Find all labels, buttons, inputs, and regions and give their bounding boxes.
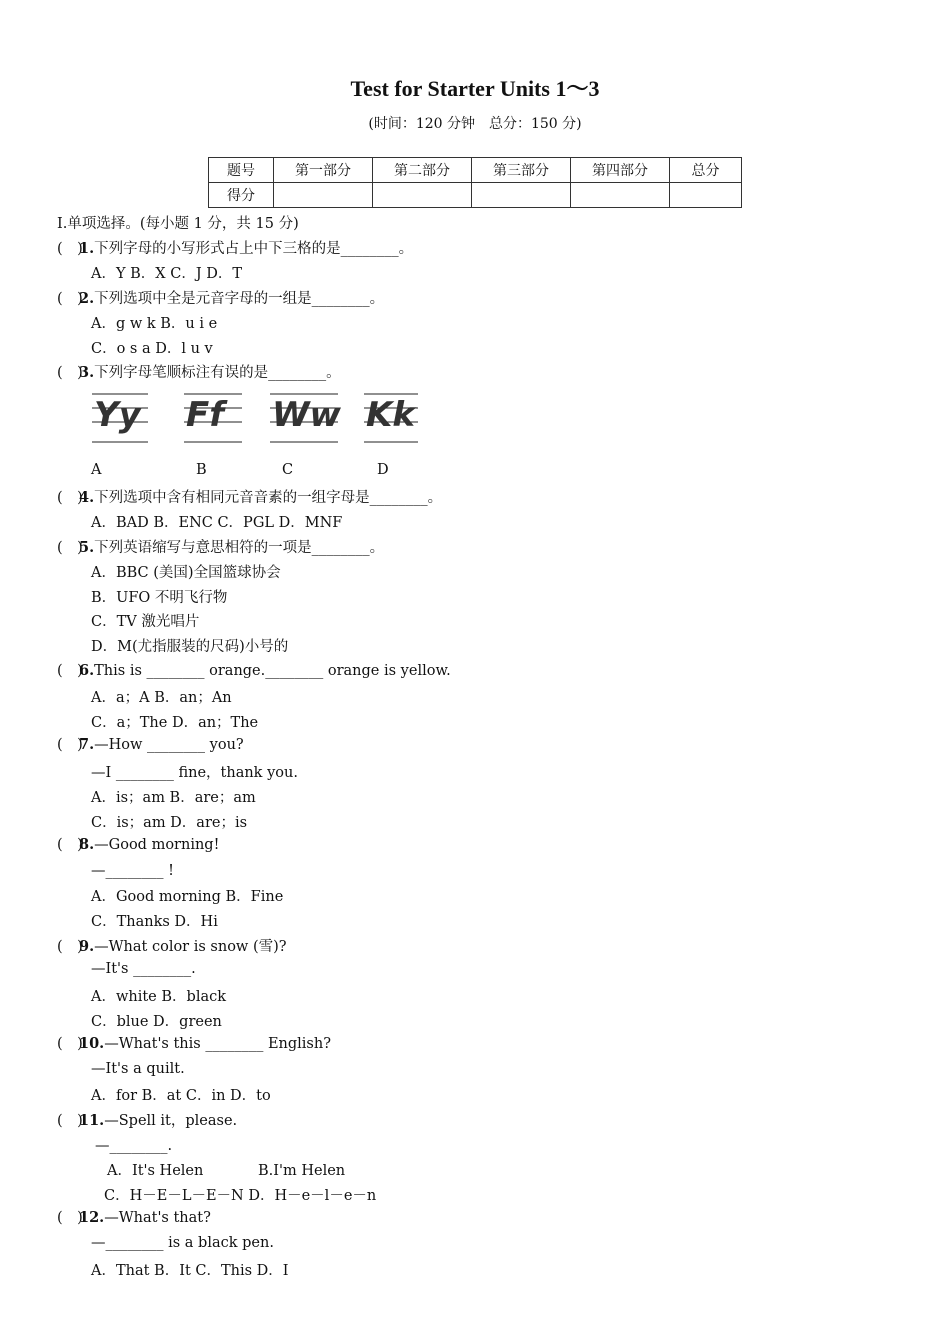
answer-blank[interactable]: ( ) [57, 939, 83, 955]
page-title: Test for Starter Units 1～3 [350, 76, 600, 101]
question-12 [57, 1209, 211, 1227]
question-5-option-a: A．BBC (美国)全国篮球协会 [91, 565, 281, 581]
question-10-options: A．for B．at C．in D．to [91, 1088, 271, 1104]
letter-writing-lines [88, 386, 428, 448]
question-stem: —What's that? [104, 1210, 211, 1226]
question-2 [57, 290, 384, 308]
question-8-options-cd: C．Thanks D．Hi [91, 914, 218, 930]
score-input-cell[interactable] [373, 183, 472, 208]
question-8-options-ab: A．Good morning B．Fine [91, 889, 284, 905]
question-number: 5. [79, 539, 95, 556]
score-input-cell[interactable] [472, 183, 571, 208]
score-cell: 第四部分 [571, 158, 670, 183]
question-number: 9. [79, 938, 95, 955]
question-stem: —Spell it，please. [104, 1113, 238, 1129]
question-11-options-cd: C．H－E－L－E－N D．H－e－l－e－n [104, 1188, 377, 1204]
question-stem: —How ________ you? [94, 737, 244, 753]
answer-blank[interactable]: ( ) [57, 1210, 83, 1226]
score-table-score-row [209, 183, 742, 208]
question-stem: 下列选项中全是元音字母的一组是________。 [94, 291, 385, 307]
answer-blank[interactable]: ( ) [57, 291, 83, 307]
figure-label-d: D [377, 462, 389, 478]
score-cell: 第三部分 [472, 158, 571, 183]
question-stem: 下列英语缩写与意思相符的一项是________。 [94, 540, 385, 556]
score-table-header-row [209, 158, 742, 183]
question-number: 2. [79, 290, 95, 307]
letter-pair-c: Ww [272, 395, 341, 435]
question-10 [57, 1035, 331, 1053]
question-6-options-cd: C．a；The D．an；The [91, 715, 259, 731]
question-5 [57, 539, 384, 557]
question-number: 10. [79, 1035, 105, 1052]
answer-blank[interactable]: ( ) [57, 490, 83, 506]
letter-pair-b: Ff [186, 395, 225, 435]
question-5-option-b: B．UFO 不明飞行物 [91, 590, 228, 606]
question-12-options: A．That B．It C．This D．I [91, 1263, 289, 1279]
question-6 [57, 662, 451, 680]
question-4 [57, 489, 442, 507]
question-8 [57, 836, 219, 854]
stroke-order-figures [88, 386, 428, 448]
question-7 [57, 736, 244, 754]
score-row-label: 得分 [209, 183, 274, 208]
answer-blank[interactable]: ( ) [57, 837, 83, 853]
question-9 [57, 938, 287, 956]
answer-blank[interactable]: ( ) [57, 1113, 83, 1129]
question-3 [57, 364, 341, 382]
score-input-cell[interactable] [571, 183, 670, 208]
question-number: 12. [79, 1209, 105, 1226]
section-heading: Ⅰ.单项选择。(每小题 1 分，共 15 分) [57, 216, 299, 232]
question-number: 7. [79, 736, 95, 753]
answer-blank[interactable]: ( ) [57, 737, 83, 753]
question-11 [57, 1112, 237, 1130]
score-cell: 第二部分 [373, 158, 472, 183]
question-number: 4. [79, 489, 95, 506]
score-input-cell[interactable] [274, 183, 373, 208]
question-9-options-cd: C．blue D．green [91, 1014, 222, 1030]
question-9-options-ab: A．white B．black [91, 989, 227, 1005]
answer-blank[interactable]: ( ) [57, 540, 83, 556]
answer-blank[interactable]: ( ) [57, 1036, 83, 1052]
question-2-options-ab: A．g w k B．u i e [91, 316, 218, 332]
figure-label-b: B [196, 462, 207, 478]
question-4-options: A．BAD B．ENC C．PGL D．MNF [91, 515, 343, 531]
question-stem: 下列选项中含有相同元音音素的一组字母是________。 [94, 490, 443, 506]
question-7-options-cd: C．is；am D．are；is [91, 815, 248, 831]
question-11-option-a: A．It's Helen [107, 1163, 204, 1179]
page-subtitle: (时间：120 分钟 总分：150 分) [368, 116, 582, 132]
question-7-reply: —I ________ fine，thank you. [91, 765, 298, 781]
question-2-options-cd: C．o s a D．l u v [91, 341, 213, 357]
score-cell: 第一部分 [274, 158, 373, 183]
question-number: 8. [79, 836, 95, 853]
score-cell: 总分 [670, 158, 742, 183]
question-stem: —Good morning! [94, 837, 220, 853]
question-stem: This is ________ orange.________ orange is yellow. [94, 663, 451, 679]
question-11-option-b: B.I'm Helen [258, 1163, 346, 1179]
question-stem: —What's this ________ English? [104, 1036, 331, 1052]
question-8-reply: —________ ! [91, 863, 174, 879]
question-number: 1. [79, 240, 95, 257]
question-10-reply: —It's a quilt. [91, 1061, 185, 1077]
answer-blank[interactable]: ( ) [57, 663, 83, 679]
letter-pair-a: Yy [94, 395, 141, 435]
question-stem: —What color is snow (雪)? [94, 939, 287, 955]
question-6-options-ab: A．a；A B．an；An [91, 690, 232, 706]
score-table [208, 157, 742, 208]
question-7-options-ab: A．is；am B．are；am [91, 790, 256, 806]
figure-label-c: C [282, 462, 294, 478]
figure-label-a: A [91, 462, 102, 478]
question-number: 11. [79, 1112, 105, 1129]
question-number: 6. [79, 662, 95, 679]
answer-blank[interactable]: ( ) [57, 365, 83, 381]
answer-blank[interactable]: ( ) [57, 241, 83, 257]
question-stem: 下列字母的小写形式占上中下三格的是________。 [94, 241, 414, 257]
question-11-reply: —________. [95, 1138, 173, 1154]
score-cell: 题号 [209, 158, 274, 183]
question-1-options: A．Y B．X C．J D．T [91, 266, 243, 282]
question-12-reply: —________ is a black pen. [91, 1235, 274, 1251]
question-1 [57, 240, 413, 258]
question-5-option-d: D．M(尤指服装的尺码)小号的 [91, 639, 289, 655]
letter-pair-d: Kk [366, 395, 415, 435]
question-number: 3. [79, 364, 95, 381]
question-stem: 下列字母笔顺标注有误的是________。 [94, 365, 341, 381]
question-5-option-c: C．TV 激光唱片 [91, 614, 200, 630]
score-input-cell[interactable] [670, 183, 742, 208]
question-9-reply: —It's ________. [91, 961, 196, 977]
